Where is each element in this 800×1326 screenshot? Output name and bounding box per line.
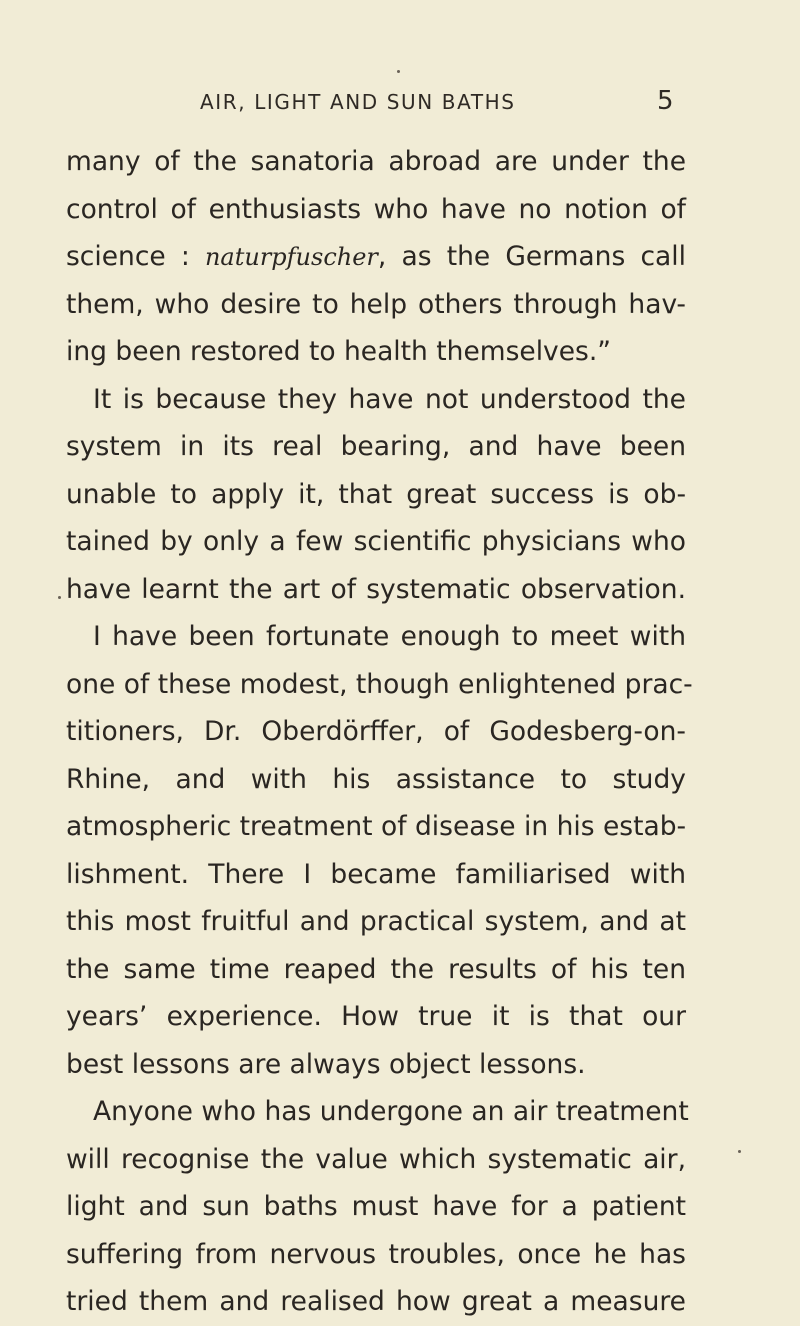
text-line-25: tried them and realised how great a measure: [66, 1286, 686, 1317]
text-line-20: best lessons are always object lessons.: [66, 1048, 586, 1080]
text-line-11: I have been fortunate enough to meet with: [93, 621, 686, 652]
text-line-4: them, who desire to help others through hav-: [66, 288, 686, 320]
text-line-13: titioners, Dr. Oberdörffer, of Godesberg-on-: [66, 716, 686, 747]
body-text: [66, 138, 693, 1326]
text-line-9: tained by only a few scientific physicians who: [66, 526, 686, 557]
paper-speck: [738, 1150, 741, 1153]
paper-speck: [397, 70, 400, 73]
paper-speck: [58, 596, 61, 599]
text-line-10: have learnt the art of systematic observation.: [66, 573, 686, 605]
text-line-19: years’ experience. How true it is that our: [66, 1001, 686, 1032]
text-line-22: will recognise the value which systematic air,: [66, 1143, 686, 1175]
running-head: AIR, LIGHT AND SUN BATHS: [200, 90, 516, 114]
text-line-3: [66, 233, 686, 281]
text-line-17: this most fruitful and practical system, and at: [66, 906, 686, 937]
text-line-8: unable to apply it, that great success is ob-: [66, 478, 686, 510]
text-line-2: control of enthusiasts who have no notion of: [66, 193, 686, 225]
text-line-3-end: , as the Germans call: [377, 241, 686, 272]
text-line-16: lishment. There I became familiarised with: [66, 858, 686, 890]
text-line-12: one of these modest, though enlightened prac-: [66, 668, 693, 700]
text-line-5: ing been restored to health themselves.”: [66, 336, 611, 367]
text-line-23: light and sun baths must have for a patient: [66, 1191, 686, 1222]
text-line-14: Rhine, and with his assistance to study: [66, 763, 686, 795]
text-line-15: atmospheric treatment of disease in his estab-: [66, 811, 687, 842]
italic-term: naturpfuscher: [204, 243, 378, 271]
page-number: 5: [657, 86, 674, 116]
text-line-6: It is because they have not understood the: [93, 383, 686, 415]
text-line-1: many of the sanatoria abroad are under the: [66, 146, 686, 177]
page-header: [0, 86, 800, 120]
text-line-24: suffering from nervous troubles, once he has: [66, 1238, 686, 1270]
text-line-18: the same time reaped the results of his ten: [66, 953, 686, 985]
text-line-21: Anyone who has undergone an air treatment: [93, 1096, 689, 1127]
text-line-7: system in its real bearing, and have been: [66, 431, 686, 462]
text-line-3-start: science :: [66, 241, 205, 272]
